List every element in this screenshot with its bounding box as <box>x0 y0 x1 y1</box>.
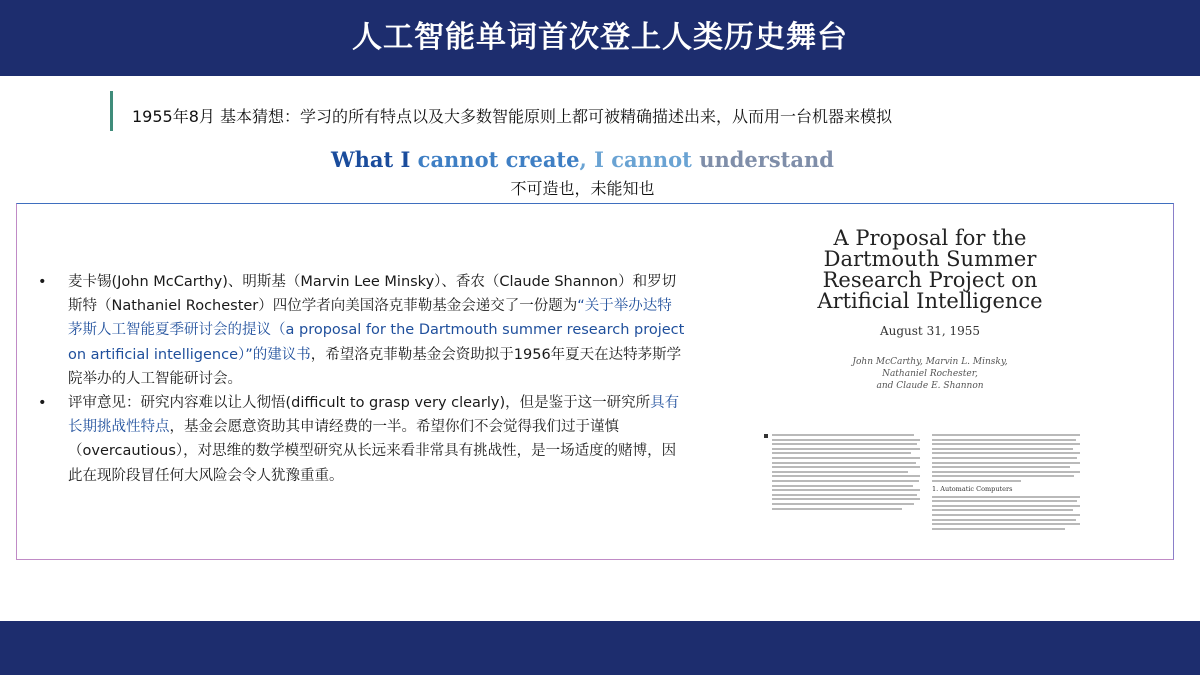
paper-section-heading: 1. Automatic Computers <box>932 484 1013 493</box>
slide-title: 人工智能单词首次登上人类历史舞台 <box>352 20 848 55</box>
quote-part: What I <box>331 147 418 172</box>
paper-author-line: John McCarthy, Marvin L. Minsky, <box>852 357 1008 367</box>
bullet-item-proposal <box>38 270 686 391</box>
paper-author-line: and Claude E. Shannon <box>876 381 984 391</box>
paper-body-text <box>772 434 1088 550</box>
bullet-text: 评审意见：研究内容难以让人彻悟(difficult to grasp very clearly)，但是鉴于这一研究所 <box>68 395 651 412</box>
chinese-quote: 不可造也，未能知也 <box>510 179 655 198</box>
hypothesis-text: 1955年8月 基本猜想：学习的所有特点以及大多数智能原则上都可被精确描述出来，从而用一台机器来模拟 <box>132 107 892 126</box>
paper-date: August 31, 1955 <box>879 324 981 338</box>
paper-authors <box>760 356 1100 392</box>
quote-part: cannot create <box>417 147 580 172</box>
bullet-text: ，基金会愿意资助其申请经费的一半。希望你们不会觉得我们过于谨慎（overcautious），对思维的数学模型研究从长远来看非常具有挑战性，是一场适度的赌博，因此在现阶段冒任何大风险会令人犹豫重重。 <box>68 419 677 484</box>
paper-column-right <box>932 434 1080 532</box>
paper-title <box>760 228 1100 312</box>
footer-bar <box>0 621 1200 675</box>
quote-part: , I cannot <box>579 147 692 172</box>
paper-column-left <box>772 434 920 512</box>
bullet-dot: • <box>38 274 47 290</box>
paper-author-line: Nathaniel Rochester, <box>882 369 978 379</box>
bullet-text: 麦卡锡(John McCarthy)、明斯基（Marvin Lee Minsky）、香农（Claude Shannon）和罗切斯特（Nathaniel Rochester）四位学者向美国洛克菲勒基金会递交了一份题为 <box>68 274 677 315</box>
english-quote <box>0 147 1165 172</box>
paper-title-line: A Proposal for the <box>833 226 1027 250</box>
bullet-dot: • <box>38 395 47 412</box>
proposal-document-image <box>760 222 1100 552</box>
paper-title-line: Artificial Intelligence <box>817 289 1043 313</box>
paper-title-line: Dartmouth Summer <box>823 247 1037 271</box>
bullet-list <box>38 270 686 488</box>
bullet-highlight: 具有长期挑战性特点 <box>68 395 680 436</box>
paragraph-marker-icon <box>764 434 768 438</box>
bullet-item-review <box>38 391 686 488</box>
bullet-text: ，希望洛克菲勒基金会资助拟于1956年夏天在达特茅斯学院举办的人工智能研讨会。 <box>68 346 682 387</box>
bullet-highlight: “关于举办达特茅斯人工智能夏季研讨会的提议（a proposal for the Dartmouth summer research project on artificial intelligence）”的建议书 <box>68 298 685 363</box>
paper-title-line: Research Project on <box>822 268 1038 292</box>
accent-line <box>110 91 113 131</box>
quote-part: understand <box>691 147 834 172</box>
